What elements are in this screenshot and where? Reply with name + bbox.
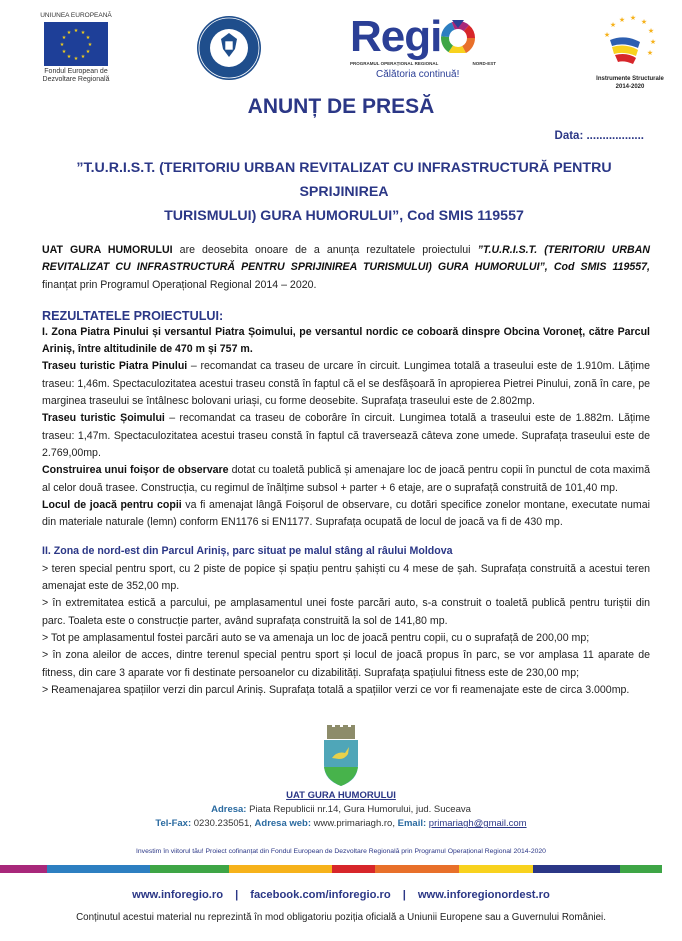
section-2-item: > în extremitatea estică a parcului, pe amplasamentul unei foste parcări auto, s-a construit o toaletă publică pentru turiștii din parc. Toaleta este o construcție parter, având suprafața construită la sol de 141,80 mp. xyxy=(42,597,650,627)
svg-text:★: ★ xyxy=(61,35,67,41)
government-seal-icon xyxy=(196,15,262,81)
svg-text:★: ★ xyxy=(73,56,79,62)
section-2-heading: II. Zona de nord-est din Parcul Ariniș, parc situat pe malul stâng al râului Moldova xyxy=(42,545,453,558)
stripe-segment xyxy=(375,865,459,873)
svg-text:★: ★ xyxy=(73,28,79,34)
structural-instruments-label: Instrumente Structurale xyxy=(596,76,664,82)
svg-text:★: ★ xyxy=(66,54,72,60)
section-1-item-text: dotat cu toaletă publică și amenajare loc de joacă pentru copii în punctul de cota maximă al celor două trasee. Construcția, cu regimul de înălțime subsol + parter + 6 etaje, are o suprafață construită de 101,40 mp. xyxy=(42,464,650,494)
eu-logo xyxy=(36,12,116,84)
document-body xyxy=(0,94,682,699)
svg-text:★: ★ xyxy=(85,49,91,55)
stripe-segment xyxy=(150,865,229,873)
stripe-segment xyxy=(332,865,374,873)
link-separator: | xyxy=(402,889,406,902)
section-1-item xyxy=(42,358,650,410)
svg-text:★: ★ xyxy=(59,42,65,48)
eu-flag-icon xyxy=(44,22,108,66)
structural-instruments-logo xyxy=(584,14,676,91)
regio-sub-labels xyxy=(350,61,496,67)
section-1 xyxy=(42,324,650,532)
svg-text:★: ★ xyxy=(80,54,86,60)
facebook-link[interactable]: facebook.com/inforegio.ro xyxy=(250,889,391,902)
regio-region-label: NORD-EST xyxy=(472,61,496,66)
web-label: Adresa web: xyxy=(254,818,312,830)
header xyxy=(0,0,682,94)
section-1-item-text: – recomandat ca traseu de urcare în circuit. Lungimea totală a traseului este de 1.910m. Lățime traseu: 1,46m. Spectaculozitatea acestui traseu constă în faptul că el se desfășoară în apropierea Pietrei Pinului, zonă în care, pe marginea traseului se întâlnesc bolovani uriași, cu forme deosebite. Suprafața traseului este de 2.802mp. xyxy=(42,360,650,408)
address-value: Piata Republicii nr.14, Gura Humorului, jud. Suceava xyxy=(246,804,471,816)
svg-text:★: ★ xyxy=(603,32,611,39)
section-2-item: > Reamenajarea spațiilor verzi din parcul Ariniș. Suprafața totală a spațiilor verzi ce vor fi reamenajate este de circa 3.000mp. xyxy=(42,683,630,696)
link-separator: | xyxy=(235,889,239,902)
svg-text:★: ★ xyxy=(66,30,72,36)
section-2 xyxy=(42,561,650,699)
intro-text-1: are deosebita onoare de a anunța rezultatele proiectului xyxy=(172,244,478,256)
svg-text:★: ★ xyxy=(649,39,657,46)
eu-logo-subtitle-2: Dezvoltare Regională xyxy=(42,76,110,83)
svg-text:★: ★ xyxy=(80,30,86,36)
section-1-item-title: Traseu turistic Piatra Pinului xyxy=(42,360,188,373)
section-1-item-title: Locul de joacă pentru copii xyxy=(42,498,182,511)
investment-line: Investim în viitorul tău! Proiect cofinanțat din Fondul European de Dezvoltare Regională prin Programul Operațional Regional 2014-2020 xyxy=(136,848,546,856)
address-label: Adresa: xyxy=(211,804,247,816)
section-1-item-title: Construirea unui foișor de observare xyxy=(42,464,229,477)
regio-program-label: PROGRAMUL OPERAȚIONAL REGIONAL xyxy=(350,61,439,66)
regio-tagline: Călătoria continuă! xyxy=(376,69,460,80)
section-1-item xyxy=(42,410,650,462)
disclaimer: Conținutul acestui material nu reprezintă în mod obligatoriu poziția oficială a Uniunii Europene sau a Guvernului României. xyxy=(76,912,606,924)
stripe-segment xyxy=(620,865,662,873)
svg-text:★: ★ xyxy=(647,28,655,35)
svg-text:★: ★ xyxy=(618,17,626,24)
section-1-item-text: – recomandat ca traseu de coborâre în circuit. Lungimea totală a traseului este de 1.882m. Lățime traseu: 1,47m. Spectaculozitatea acestui traseu constă în faptul că traversează câteva zone umede. Suprafața traseului este de 2.769,00mp. xyxy=(42,412,650,459)
telfax-label: Tel-Fax: xyxy=(155,818,192,830)
regio-logo-word: Regi xyxy=(350,14,475,60)
svg-text:★: ★ xyxy=(609,22,617,29)
regio-logo xyxy=(348,14,498,90)
section-1-heading: I. Zona Piatra Pinului și versantul Piatra Șoimului, pe versantul nordic ce coboară dinspre Obcina Voroneț, către Parcul Ariniș, între altitudinile de 470 m și 757 m. xyxy=(42,325,650,356)
svg-text:★: ★ xyxy=(646,50,654,57)
eu-logo-subtitle-1: Fondul European de xyxy=(44,68,108,75)
section-2-item: > în zona aleilor de acces, dintre terenul special pentru sport și locul de joacă propus în parc, se vor amplasa 11 aparate de fitness, din care 3 aparate vor fi destinate persoanelor cu dizabilități. Suprafața spațiului fitness este de 230,00 mp; xyxy=(42,649,650,679)
svg-text:★: ★ xyxy=(87,42,93,48)
page-title: ANUNȚ DE PRESĂ xyxy=(247,95,435,118)
web-value: www.primariagh.ro, xyxy=(311,818,398,830)
intro-org: UAT GURA HUMORULUI xyxy=(42,244,173,256)
section-1-item-title: Traseu turistic Șoimului xyxy=(42,412,165,425)
section-1-item xyxy=(42,497,650,532)
org-address xyxy=(0,803,682,817)
email-label: Email: xyxy=(397,818,427,830)
svg-text:★: ★ xyxy=(85,35,91,41)
inforegio-link[interactable]: www.inforegio.ro xyxy=(132,889,224,902)
regio-color-wheel-icon xyxy=(441,19,475,53)
intro-paragraph xyxy=(42,242,650,294)
results-heading: REZULTATELE PROIECTULUI: xyxy=(42,308,224,323)
stripe-segment xyxy=(47,865,150,873)
telfax-value: 0230.235051, xyxy=(191,818,255,830)
city-coat-of-arms-icon xyxy=(321,725,361,787)
stripe-segment xyxy=(533,865,620,873)
stripe-segment xyxy=(229,865,332,873)
org-name-link[interactable]: UAT GURA HUMORULUI xyxy=(286,790,396,802)
section-1-item xyxy=(42,462,650,497)
structural-instruments-years: 2014-2020 xyxy=(615,84,645,90)
project-title xyxy=(38,156,650,228)
stripe-segment xyxy=(0,865,47,873)
email-link[interactable]: primariagh@gmail.com xyxy=(428,818,527,830)
intro-text-2: finanțat prin Programul Operațional Regional 2014 – 2020. xyxy=(42,278,317,291)
eu-logo-caption: UNIUNEA EUROPEANĂ xyxy=(40,12,112,19)
project-title-line-2: TURISMULUI) GURA HUMORULUI”, Cod SMIS 119557 xyxy=(164,208,524,224)
color-stripe xyxy=(0,865,662,873)
stripe-segment xyxy=(459,865,533,873)
svg-text:★: ★ xyxy=(640,19,648,26)
structural-instruments-icon xyxy=(600,14,660,70)
section-2-item: > Tot pe amplasamentul fostei parcări auto se va amenaja un loc de joacă pentru copii, cu o suprafață de 200,00 mp; xyxy=(42,631,590,644)
svg-text:★: ★ xyxy=(629,15,637,22)
section-1-item-text: va fi amenajat lângă Foișorul de observare, cu dotări specifice zonelor montane, executate numai din materiale naturale (lemn) conform EN1176 si EN1177. Suprafața ocupată de locul de joacă va fi de 430 mp. xyxy=(42,498,650,529)
section-2-item: > teren special pentru sport, cu 2 piste de popice și spațiu pentru șahiști cu 4 mese de șah. Suprafața construită a acestui teren amenajat este de 352,00 mp. xyxy=(42,562,650,593)
project-title-line-1: ”T.U.R.I.S.T. (TERITORIU URBAN REVITALIZAT CU INFRASTRUCTURĂ PENTRU SPRIJINIREA xyxy=(76,160,612,200)
org-contact xyxy=(0,817,682,831)
inforegionordest-link[interactable]: www.inforegionordest.ro xyxy=(417,889,550,902)
date-line: Data: .................. xyxy=(554,130,644,142)
intro-project: ”T.U.R.I.S.T. (TERITORIU URBAN REVITALIZAT CU INFRASTRUCTURĂ PENTRU SPRIJINIREA TURISMULUI) GURA HUMORULUI”, Cod SMIS 119557, xyxy=(42,244,650,274)
svg-text:★: ★ xyxy=(61,49,67,55)
footer xyxy=(0,725,682,941)
